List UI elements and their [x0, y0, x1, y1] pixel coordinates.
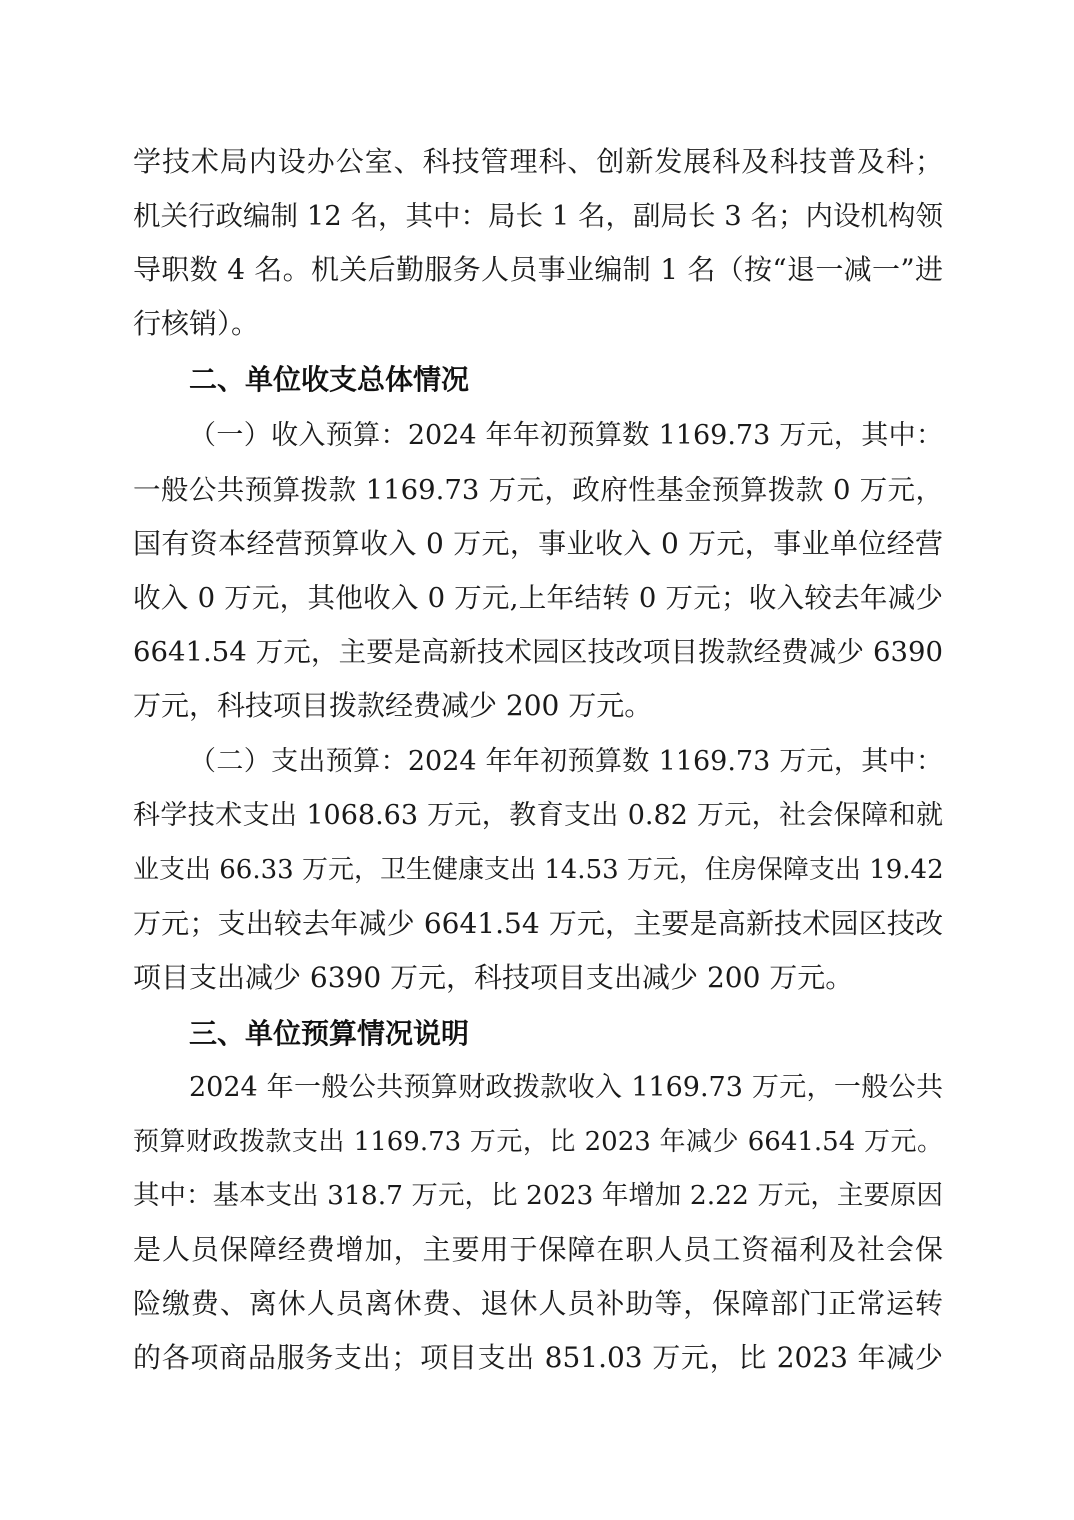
intro-line-3: 导职数 4 名。机关后勤服务人员事业编制 1 名（按“退一减一”进: [133, 253, 943, 286]
expense-line-4: 万元；支出较去年减少 6641.54 万元，主要是高新技术园区技改: [133, 907, 943, 940]
budget-line-3: 其中：基本支出 318.7 万元，比 2023 年增加 2.22 万元，主要原因: [133, 1180, 943, 1211]
expense-line-1: （二）支出预算：2024 年年初预算数 1169.73 万元，其中：: [189, 746, 943, 777]
budget-line-1: 2024 年一般公共预算财政拨款收入 1169.73 万元，一般公共: [189, 1072, 943, 1103]
section-heading-budget: 三、单位预算情况说明: [189, 1017, 470, 1050]
income-line-5: 6641.54 万元，主要是高新技术园区技改项目拨款经费减少 6390: [133, 636, 943, 668]
budget-line-5: 险缴费、离休人员离休费、退休人员补助等，保障部门正常运转: [133, 1287, 943, 1320]
intro-line-4: 行核销）。: [133, 307, 260, 340]
intro-line-2: 机关行政编制 12 名，其中：局长 1 名，副局长 3 名；内设机构领: [133, 200, 943, 232]
income-line-3: 国有资本经营预算收入 0 万元，事业收入 0 万元，事业单位经营: [133, 527, 943, 560]
income-line-1: （一）收入预算：2024 年年初预算数 1169.73 万元，其中：: [189, 420, 943, 451]
income-line-2: 一般公共预算拨款 1169.73 万元，政府性基金预算拨款 0 万元，: [133, 474, 943, 506]
budget-line-6: 的各项商品服务支出；项目支出 851.03 万元，比 2023 年减少: [133, 1341, 943, 1374]
budget-line-4: 是人员保障经费增加，主要用于保障在职人员工资福利及社会保: [133, 1233, 943, 1266]
section-heading-overall: 二、单位收支总体情况: [189, 363, 470, 396]
expense-line-2: 科学技术支出 1068.63 万元，教育支出 0.82 万元，社会保障和就: [133, 800, 943, 831]
expense-line-5: 项目支出减少 6390 万元，科技项目支出减少 200 万元。: [133, 961, 854, 994]
budget-line-2: 预算财政拨款支出 1169.73 万元，比 2023 年减少 6641.54 万元。: [133, 1127, 943, 1157]
intro-line-1: 学技术局内设办公室、科技管理科、创新发展科及科技普及科；: [133, 145, 943, 178]
expense-line-3: 业支出 66.33 万元，卫生健康支出 14.53 万元，住房保障支出 19.42: [133, 855, 944, 885]
income-line-6: 万元，科技项目拨款经费减少 200 万元。: [133, 689, 653, 722]
income-line-4: 收入 0 万元，其他收入 0 万元,上年结转 0 万元；收入较去年减少: [133, 582, 943, 614]
